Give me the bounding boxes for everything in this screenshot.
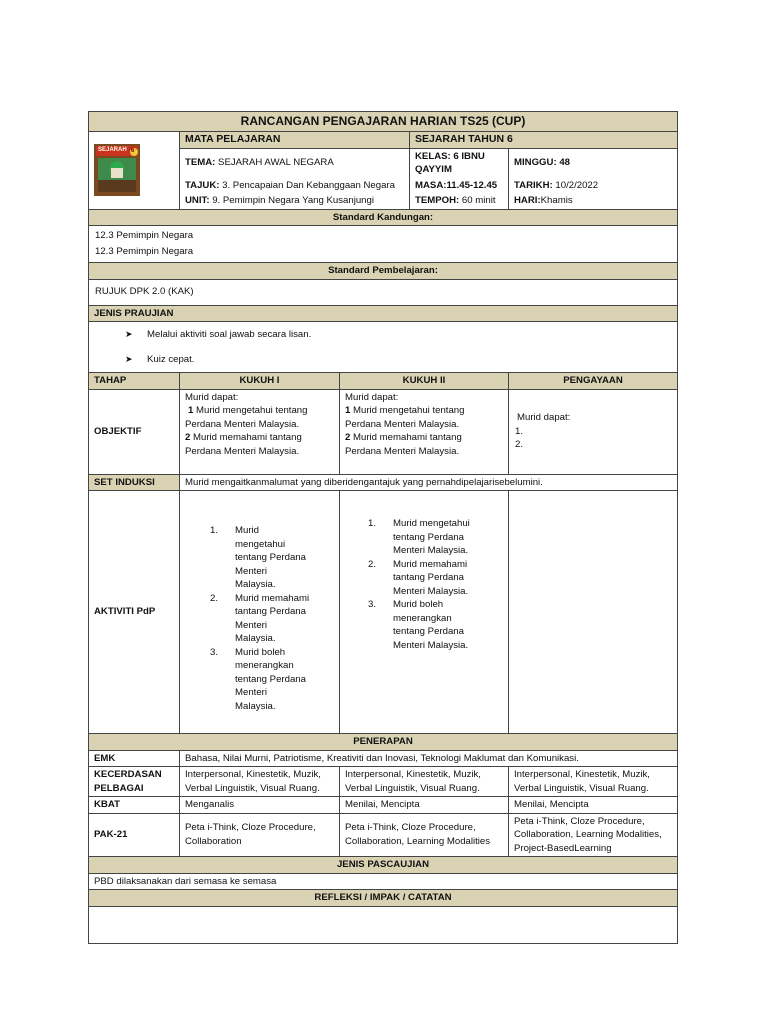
list-item <box>210 592 310 646</box>
objektif-k2-item-2-cont: Perdana Menteri Malaysia. <box>345 445 460 457</box>
objektif-k2-intro: Murid dapat: <box>345 391 399 403</box>
item-number: 1 <box>345 405 351 416</box>
logo-number: 6 <box>131 148 135 155</box>
standard-kandungan-heading: Standard Kandungan: <box>89 209 678 226</box>
kbat-pengayaan: Menilai, Mencipta <box>509 797 678 814</box>
refleksi-notes[interactable] <box>89 906 678 943</box>
aktiviti-kukuh-1 <box>180 491 340 734</box>
praujian-list <box>95 322 671 372</box>
standard-kandungan-row <box>89 226 678 263</box>
objektif-k2-item-1 <box>345 404 503 418</box>
penerapan-header-row <box>89 734 678 751</box>
masa-label: MASA: <box>415 179 447 191</box>
col-kukuh-1: KUKUH I <box>180 373 340 390</box>
emk-text: Bahasa, Nilai Murni, Patriotisme, Kreativiti dan Inovasi, Teknologi Maklumat dan Komunikasi. <box>180 750 678 767</box>
arrow-bullet-icon: ➤ <box>125 354 133 364</box>
item-text: Murid boleh menerangkan tentang Perdana Menteri Malaysia. <box>235 646 306 712</box>
minggu-cell <box>509 148 678 178</box>
pak21-row <box>89 813 678 857</box>
kecerdasan-row <box>89 767 678 797</box>
emk-row <box>89 750 678 767</box>
tajuk-label: TAJUK: <box>185 179 220 191</box>
item-number: 2. <box>368 558 377 570</box>
col-kukuh-2: KUKUH II <box>340 373 509 390</box>
tempoh-label: TEMPOH: <box>415 195 460 206</box>
pak21-kukuh-2: Peta i-Think, Cloze Procedure, Collaboration, Learning Modalities <box>340 813 509 857</box>
aktiviti-row <box>89 491 678 734</box>
objektif-k1-item-2 <box>185 431 334 445</box>
standard-kandungan-header-row <box>89 209 678 226</box>
list-item <box>368 558 483 599</box>
unit-cell <box>180 193 410 209</box>
refleksi-row <box>89 906 678 943</box>
kecerdasan-pengayaan: Interpersonal, Kinestetik, Muzik, Verbal Linguistik, Visual Ruang. <box>509 767 678 797</box>
item-text: Murid boleh menerangkan tentang Perdana Menteri Malaysia. <box>393 599 469 651</box>
kecerdasan-label <box>89 767 180 797</box>
objektif-k2-item-2 <box>345 431 503 445</box>
list-item <box>210 524 310 592</box>
objektif-k1-item-1 <box>185 404 334 418</box>
jenis-pascaujian-text: PBD dilaksanakan dari semasa ke semasa <box>89 873 678 890</box>
lesson-plan-form <box>88 111 677 944</box>
set-induksi-row <box>89 474 678 491</box>
tajuk-cell <box>180 178 410 194</box>
tempoh-cell <box>410 193 509 209</box>
hari-cell <box>509 193 678 209</box>
minggu-value: 48 <box>559 157 570 169</box>
standard-pembelajaran-heading: Standard Pembelajaran: <box>89 263 678 280</box>
item-number: 2 <box>345 432 351 443</box>
subject-label: MATA PELAJARAN <box>180 132 410 149</box>
jenis-praujian-row <box>89 322 678 373</box>
kbat-kukuh-2: Menilai, Mencipta <box>340 797 509 814</box>
aktiviti-k2-list <box>368 517 483 652</box>
refleksi-header-row <box>89 890 678 907</box>
objektif-k2-item-1-cont: Perdana Menteri Malaysia. <box>345 418 460 430</box>
pak21-pengayaan: Peta i-Think, Cloze Procedure, Collaboration, Learning Modalities, Project-BasedLearning <box>509 813 678 857</box>
standard-kandungan-line-2: 12.3 Pemimpin Negara <box>95 246 194 257</box>
arrow-bullet-icon: ➤ <box>125 329 133 339</box>
book-logo-icon <box>94 144 140 196</box>
objektif-p-item-2: 2. <box>515 439 524 451</box>
praujian-item <box>95 322 671 347</box>
masa-value: 11.45-12.45 <box>446 179 498 191</box>
tarikh-label: TARIKH: <box>514 179 553 191</box>
item-text: Murid mengetahui tentang <box>353 405 465 416</box>
lesson-plan-table <box>88 111 678 944</box>
list-item <box>210 646 310 714</box>
standard-pembelajaran-row <box>89 279 678 305</box>
list-item <box>368 517 483 558</box>
tema-label: TEMA: <box>185 157 216 169</box>
jenis-pascaujian-header-row <box>89 857 678 874</box>
stage-header-row <box>89 373 678 390</box>
item-text: Murid memahami tantang Perdana Menteri Malaysia. <box>235 592 310 644</box>
objektif-k1-item-2-cont: Perdana Menteri Malaysia. <box>185 445 300 457</box>
tema-value: SEJARAH AWAL NEGARA <box>218 157 334 169</box>
objektif-label: OBJEKTIF <box>89 389 180 474</box>
item-text: Murid memahami tantang <box>353 432 462 443</box>
praujian-item <box>95 347 671 372</box>
jenis-praujian-content <box>89 322 678 373</box>
pak21-label: PAK-21 <box>89 813 180 857</box>
objektif-kukuh-1 <box>180 389 340 474</box>
item-number: 1 <box>188 405 194 416</box>
tarikh-cell <box>509 178 678 194</box>
item-number: 2. <box>210 592 219 604</box>
set-induksi-text: Murid mengaitkanmalumat yang diberidengantajuk yang pernahdipelajarisebelumini. <box>180 474 678 491</box>
logo-cell <box>89 132 180 210</box>
col-tahap: TAHAP <box>89 373 180 390</box>
aktiviti-kukuh-2 <box>340 491 509 734</box>
praujian-item-text: Kuiz cepat. <box>147 354 195 365</box>
aktiviti-label: AKTIVITI PdP <box>89 491 180 734</box>
praujian-item-text: Melalui aktiviti soal jawab secara lisan. <box>147 329 312 340</box>
set-induksi-label: SET INDUKSI <box>89 474 180 491</box>
jenis-pascaujian-heading: JENIS PASCAUJIAN <box>89 857 678 874</box>
item-text: Murid mengetahui tentang Perdana Menteri Malaysia. <box>235 525 306 590</box>
title-row <box>89 112 678 132</box>
page-title: RANCANGAN PENGAJARAN HARIAN TS25 (CUP) <box>89 112 678 132</box>
hari-label: HARI: <box>514 195 541 206</box>
tempoh-value: 60 minit <box>461 195 496 206</box>
item-text: Murid memahami tantang <box>193 432 302 443</box>
jenis-praujian-header-row <box>89 305 678 322</box>
kelas-label: KELAS: <box>415 150 451 162</box>
standard-kandungan-line-1: 12.3 Pemimpin Negara <box>95 230 194 241</box>
kecerdasan-label-line-2: PELBAGAI <box>94 782 144 794</box>
header-row-subject <box>89 132 678 149</box>
item-number: 1. <box>368 518 377 529</box>
kbat-label: KBAT <box>89 797 180 814</box>
refleksi-heading: REFLEKSI / IMPAK / CATATAN <box>89 890 678 907</box>
hari-value: Khamis <box>540 195 573 206</box>
item-text: Murid mengetahui tentang <box>196 405 308 416</box>
emk-label: EMK <box>89 750 180 767</box>
kelas-cell <box>410 148 509 178</box>
objektif-kukuh-2 <box>340 389 509 474</box>
subject-value: SEJARAH TAHUN 6 <box>410 132 678 149</box>
kecerdasan-kukuh-2: Interpersonal, Kinestetik, Muzik, Verbal Linguistik, Visual Ruang. <box>340 767 509 797</box>
tema-cell <box>180 148 410 178</box>
jenis-pascaujian-row <box>89 873 678 890</box>
unit-value: 9. Pemimpin Negara Yang Kusanjungi <box>212 195 374 206</box>
standard-pembelajaran-header-row <box>89 263 678 280</box>
kecerdasan-label-line-1: KECERDASAN <box>94 769 162 780</box>
aktiviti-pengayaan <box>509 491 678 734</box>
kbat-kukuh-1: Menganalis <box>180 797 340 814</box>
item-number: 3. <box>368 599 377 610</box>
standard-kandungan-content <box>89 226 678 263</box>
pak21-kukuh-1: Peta i-Think, Cloze Procedure, Collaboration <box>180 813 340 857</box>
item-text: Murid mengetahui tentang Perdana Menteri Malaysia. <box>393 518 470 556</box>
kecerdasan-kukuh-1: Interpersonal, Kinestetik, Muzik, Verbal Linguistik, Visual Ruang. <box>180 767 340 797</box>
objektif-p-item-1: 1. <box>515 425 524 437</box>
kelas-value: 6 IBNU QAYYIM <box>415 150 485 175</box>
item-text: Murid memahami tantang Perdana Menteri Malaysia. <box>393 558 469 597</box>
col-pengayaan: PENGAYAAN <box>509 373 678 390</box>
objektif-p-intro: Murid dapat: <box>517 412 571 424</box>
penerapan-heading: PENERAPAN <box>89 734 678 751</box>
objektif-k1-intro: Murid dapat: <box>185 391 239 403</box>
minggu-label: MINGGU: <box>514 157 557 169</box>
item-number: 1. <box>210 525 219 536</box>
unit-label: UNIT: <box>185 195 210 206</box>
objektif-k1-item-1-cont: Perdana Menteri Malaysia. <box>185 418 300 430</box>
objektif-row <box>89 389 678 474</box>
aktiviti-k1-list <box>210 524 310 713</box>
item-number: 3. <box>210 646 219 658</box>
tajuk-value: 3. Pencapaian Dan Kebanggaan Negara <box>222 179 395 191</box>
list-item <box>368 598 483 652</box>
tarikh-value: 10/2/2022 <box>555 179 599 191</box>
item-number: 2 <box>185 432 191 443</box>
jenis-praujian-heading: JENIS PRAUJIAN <box>89 305 678 322</box>
objektif-pengayaan <box>509 389 678 474</box>
kbat-row <box>89 797 678 814</box>
standard-pembelajaran-text: RUJUK DPK 2.0 (KAK) <box>89 279 678 305</box>
masa-cell <box>410 178 509 194</box>
logo-title: SEJARAH <box>98 147 127 154</box>
